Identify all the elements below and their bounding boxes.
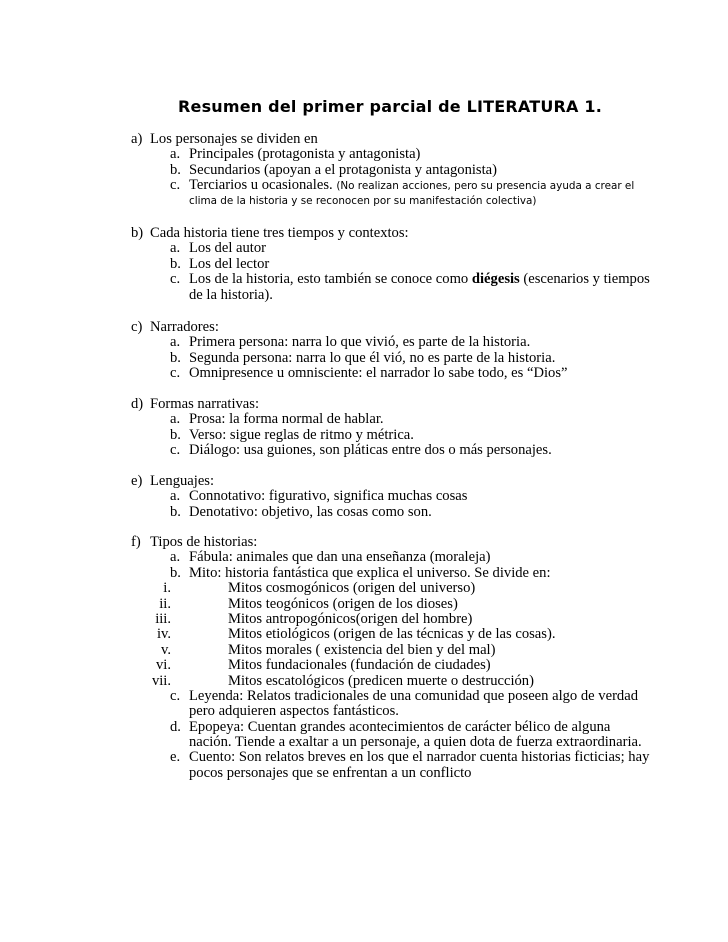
section-personajes — [131, 132, 638, 209]
section-label: f) — [131, 534, 141, 550]
section-heading: Narradores: — [150, 319, 219, 335]
list-item: b. Segunda persona: narra lo que él vió, no es parte de la historia. — [170, 349, 556, 366]
list-item: c. Omnipresence u omnisciente: el narrador lo sabe todo, es “Dios” — [170, 365, 568, 382]
section-narradores — [131, 320, 638, 382]
roman-list-item: iii. Mitos antropogónicos(origen del hombre) — [155, 610, 473, 627]
section-heading: Lenguajes: — [150, 473, 215, 489]
list-item: a. Fábula: animales que dan una enseñanza (moraleja) — [170, 549, 491, 566]
list-item: a. Prosa: la forma normal de hablar. — [170, 411, 384, 428]
bold-term: diégesis — [471, 271, 520, 288]
list-item-continuation: pero adquieren aspectos fantásticos. — [189, 703, 399, 720]
section-label: c) — [131, 319, 143, 335]
list-item-continuation: de la historia). — [189, 286, 273, 303]
section-tiempos — [131, 225, 650, 303]
list-item: c. Leyenda: Relatos tradicionales de una comunidad que poseen algo de verdad — [170, 687, 639, 704]
list-item-continuation: nación. Tiende a exaltar a un personaje, a quien dota de fuerza extraordinaria. — [189, 734, 642, 751]
list-item: a. Connotativo: figurativo, significa muchas cosas — [170, 488, 468, 505]
roman-list-item: v. Mitos morales ( existencia del bien y del mal) — [161, 641, 496, 658]
section-formas-narrativas — [131, 397, 638, 459]
section-label: d) — [131, 396, 144, 412]
section-label: b) — [131, 225, 144, 241]
section-heading: Cada historia tiene tres tiempos y contextos: — [150, 225, 409, 241]
list-item: a. Los del autor — [170, 240, 267, 257]
section-tipos-historias — [131, 534, 650, 781]
list-item: b. Los del lector — [170, 255, 270, 272]
document-title: Resumen del primer parcial de LITERATURA 1. — [178, 97, 603, 116]
list-item: c. Terciarios u ocasionales. (No realizan acciones, pero su presencia ayuda a crear el — [170, 177, 635, 194]
list-item: d. Epopeya: Cuentan grandes acontecimientos de carácter bélico de alguna — [170, 718, 611, 735]
section-heading: Tipos de historias: — [150, 534, 258, 550]
item-note: (No realizan acciones, pero su presencia ayuda a crear el — [336, 180, 635, 193]
list-item: a. Principales (protagonista y antagonista) — [170, 146, 421, 163]
section-lenguajes — [131, 474, 638, 520]
section-heading: Los personajes se dividen en — [150, 131, 318, 147]
roman-list-item: vii. Mitos escatológicos (predicen muerte o destrucción) — [151, 672, 534, 689]
list-item-continuation: pocos personajes que se enfrentan a un conflicto — [189, 764, 472, 781]
roman-list-item: vi. Mitos fundacionales (fundación de ciudades) — [156, 657, 491, 674]
list-item: b. Denotativo: objetivo, las cosas como son. — [170, 503, 432, 520]
roman-list-item: iv. Mitos etiológicos (origen de las técnicas y de las cosas). — [156, 626, 556, 643]
list-item: c. Diálogo: usa guiones, son pláticas entre dos o más personajes. — [170, 442, 552, 459]
section-heading: Formas narrativas: — [150, 396, 260, 412]
section-label: e) — [131, 473, 143, 489]
list-item: c. Los de la historia, esto también se conoce como diégesis (escenarios y tiempos — [170, 271, 650, 288]
list-item: e. Cuento: Son relatos breves en los que el narrador cuenta historias ficticias; hay — [170, 749, 650, 766]
list-item-continuation: clima de la historia y se reconocen por su manifestación colectiva) — [189, 194, 537, 207]
list-item: a. Primera persona: narra lo que vivió, es parte de la historia. — [170, 334, 531, 351]
roman-list-item: i. Mitos cosmogónicos (origen del universo) — [163, 580, 476, 597]
list-item: b. Secundarios (apoyan a el protagonista y antagonista) — [170, 161, 497, 178]
section-label: a) — [131, 131, 143, 147]
list-item: b. Mito: historia fantástica que explica el universo. Se divide en: — [170, 564, 551, 581]
roman-list-item: ii. Mitos teogónicos (origen de los dioses) — [159, 595, 458, 612]
list-item: b. Verso: sigue reglas de ritmo y métrica. — [170, 426, 414, 443]
